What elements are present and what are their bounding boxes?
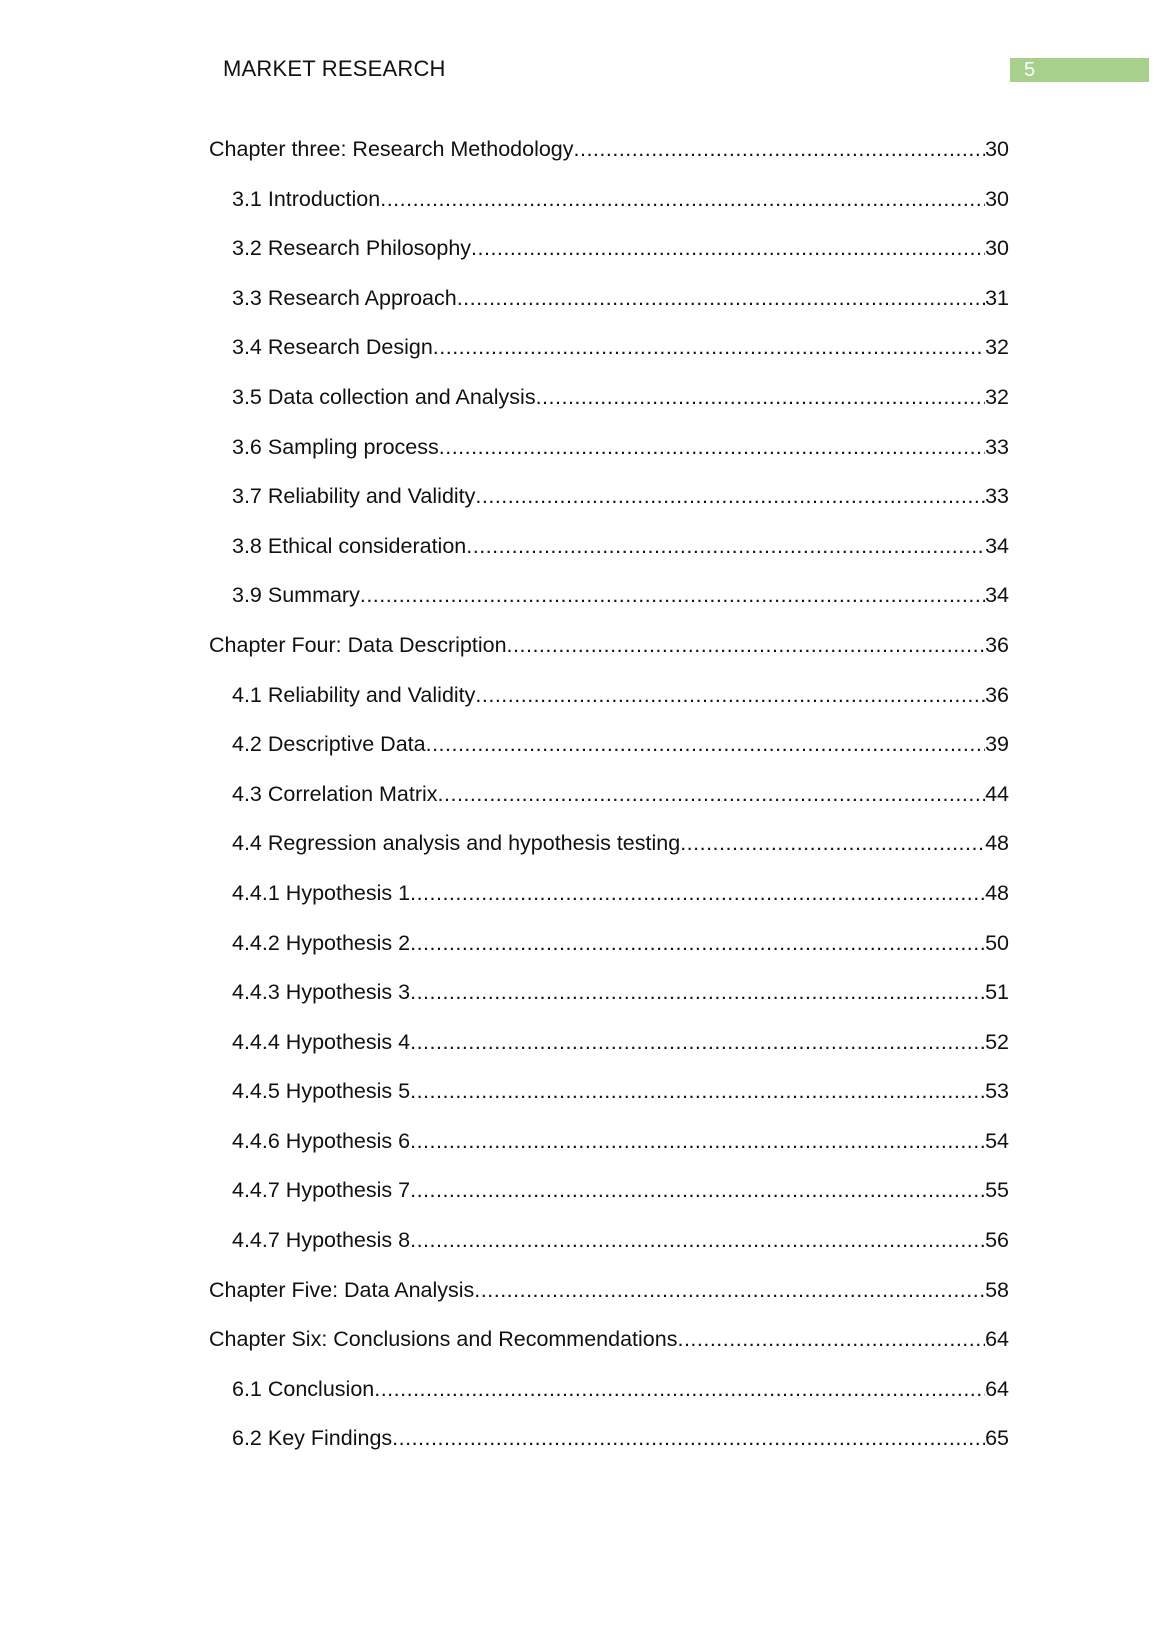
toc-dot-leader — [410, 1228, 985, 1253]
toc-entry-title: 6.2 Key Findings — [232, 1426, 393, 1451]
toc-entry-title: 4.4.6 Hypothesis 6 — [232, 1128, 411, 1153]
toc-entry-title: Chapter Six: Conclusions and Recommendations — [209, 1327, 678, 1352]
toc-section-entry[interactable] — [209, 187, 1009, 237]
toc-section-entry[interactable] — [209, 534, 1009, 584]
toc-dot-leader — [438, 782, 986, 807]
toc-section-entry[interactable] — [209, 881, 1009, 931]
toc-section-entry[interactable] — [209, 931, 1009, 981]
toc-entry-page-number: 48 — [985, 880, 1009, 905]
toc-entry-title: 3.1 Introduction — [232, 186, 381, 211]
toc-dot-leader — [680, 831, 985, 856]
toc-section-entry[interactable] — [209, 286, 1009, 336]
toc-section-entry[interactable] — [209, 1377, 1009, 1427]
toc-dot-leader — [380, 187, 985, 212]
toc-dot-leader — [466, 534, 985, 559]
toc-dot-leader — [475, 484, 985, 509]
toc-entry-title: 4.2 Descriptive Data — [232, 732, 426, 757]
toc-section-entry[interactable] — [209, 1030, 1009, 1080]
toc-section-entry[interactable] — [209, 1079, 1009, 1129]
toc-dot-leader — [410, 1030, 985, 1055]
toc-dot-leader — [410, 1129, 985, 1154]
toc-entry-title: 4.4.1 Hypothesis 1 — [232, 880, 411, 905]
toc-entry-page-number: 39 — [985, 732, 1009, 757]
toc-dot-leader — [471, 236, 985, 261]
toc-entry-title: 3.2 Research Philosophy — [232, 236, 472, 261]
toc-entry-page-number: 64 — [985, 1376, 1009, 1401]
toc-entry-title: Chapter three: Research Methodology — [209, 137, 574, 161]
toc-section-entry[interactable] — [209, 1178, 1009, 1228]
toc-section-entry[interactable] — [209, 683, 1009, 733]
toc-dot-leader — [410, 931, 985, 956]
toc-entry-page-number: 30 — [985, 137, 1009, 161]
toc-entry-title: 4.3 Correlation Matrix — [232, 781, 438, 806]
toc-entry-page-number: 50 — [985, 930, 1009, 955]
toc-dot-leader — [360, 583, 985, 608]
table-of-contents — [209, 137, 1009, 1476]
page-number: 5 — [1024, 59, 1036, 81]
toc-section-entry[interactable] — [209, 1129, 1009, 1179]
toc-section-entry[interactable] — [209, 385, 1009, 435]
toc-entry-title: 3.3 Research Approach — [232, 285, 457, 310]
toc-entry-title: 4.4 Regression analysis and hypothesis testing — [232, 831, 681, 856]
toc-entry-title: 6.1 Conclusion — [232, 1376, 375, 1401]
toc-entry-page-number: 31 — [985, 285, 1009, 310]
toc-entry-page-number: 53 — [985, 1079, 1009, 1104]
toc-entry-page-number: 48 — [985, 831, 1009, 856]
toc-entry-title: Chapter Four: Data Description — [209, 632, 507, 657]
toc-section-entry[interactable] — [209, 1426, 1009, 1476]
running-header-title: MARKET RESEARCH — [223, 56, 446, 81]
toc-dot-leader — [410, 881, 985, 906]
toc-entry-page-number: 34 — [985, 583, 1009, 608]
toc-entry-page-number: 56 — [985, 1228, 1009, 1253]
toc-dot-leader — [677, 1327, 985, 1352]
toc-entry-page-number: 52 — [985, 1029, 1009, 1054]
toc-entry-title: 4.4.7 Hypothesis 8 — [232, 1228, 411, 1253]
toc-section-entry[interactable] — [209, 335, 1009, 385]
toc-dot-leader — [374, 1377, 985, 1402]
toc-section-entry[interactable] — [209, 484, 1009, 534]
toc-entry-page-number: 65 — [985, 1426, 1009, 1451]
toc-entry-title: 4.4.5 Hypothesis 5 — [232, 1079, 411, 1104]
toc-entry-page-number: 32 — [985, 335, 1009, 360]
toc-dot-leader — [507, 633, 986, 658]
toc-section-entry[interactable] — [209, 1228, 1009, 1278]
toc-section-entry[interactable] — [209, 435, 1009, 485]
toc-entry-title: 3.7 Reliability and Validity — [232, 484, 476, 509]
toc-chapter-entry[interactable] — [209, 137, 1009, 187]
toc-dot-leader — [457, 286, 985, 311]
toc-entry-title: 3.8 Ethical consideration — [232, 533, 467, 558]
toc-chapter-entry[interactable] — [209, 1327, 1009, 1377]
toc-section-entry[interactable] — [209, 782, 1009, 832]
toc-section-entry[interactable] — [209, 831, 1009, 881]
toc-dot-leader — [439, 435, 985, 460]
toc-entry-title: 4.4.4 Hypothesis 4 — [232, 1029, 411, 1054]
toc-entry-page-number: 55 — [985, 1178, 1009, 1203]
toc-dot-leader — [410, 1079, 985, 1104]
toc-section-entry[interactable] — [209, 732, 1009, 782]
toc-entry-title: 3.5 Data collection and Analysis — [232, 384, 536, 409]
toc-chapter-entry[interactable] — [209, 633, 1009, 683]
toc-entry-title: 3.9 Summary — [232, 583, 360, 608]
toc-dot-leader — [410, 980, 985, 1005]
toc-entry-title: Chapter Five: Data Analysis — [209, 1277, 475, 1302]
toc-entry-page-number: 33 — [985, 484, 1009, 509]
toc-dot-leader — [433, 335, 985, 360]
toc-entry-page-number: 44 — [985, 781, 1009, 806]
toc-entry-page-number: 33 — [985, 434, 1009, 459]
toc-entry-page-number: 32 — [985, 384, 1009, 409]
toc-entry-page-number: 30 — [985, 236, 1009, 261]
toc-entry-page-number: 51 — [985, 980, 1009, 1005]
toc-entry-page-number: 58 — [985, 1277, 1009, 1302]
toc-dot-leader — [410, 1178, 985, 1203]
toc-entry-title: 4.4.3 Hypothesis 3 — [232, 980, 411, 1005]
toc-entry-page-number: 36 — [985, 682, 1009, 707]
toc-dot-leader — [536, 385, 986, 410]
toc-section-entry[interactable] — [209, 980, 1009, 1030]
toc-dot-leader — [475, 683, 985, 708]
toc-dot-leader — [574, 137, 986, 162]
toc-entry-page-number: 36 — [985, 632, 1009, 657]
toc-section-entry[interactable] — [209, 583, 1009, 633]
toc-entry-page-number: 34 — [985, 533, 1009, 558]
toc-chapter-entry[interactable] — [209, 1278, 1009, 1328]
page-number-badge — [1010, 58, 1149, 82]
toc-entry-page-number: 64 — [985, 1327, 1009, 1352]
toc-entry-page-number: 30 — [985, 186, 1009, 211]
toc-entry-title: 3.6 Sampling process — [232, 434, 439, 459]
toc-entry-title: 4.4.7 Hypothesis 7 — [232, 1178, 411, 1203]
toc-entry-title: 4.4.2 Hypothesis 2 — [232, 930, 411, 955]
toc-dot-leader — [474, 1278, 985, 1303]
toc-dot-leader — [392, 1426, 985, 1451]
toc-entry-page-number: 54 — [985, 1128, 1009, 1153]
toc-entry-title: 3.4 Research Design — [232, 335, 433, 360]
toc-section-entry[interactable] — [209, 236, 1009, 286]
toc-entry-title: 4.1 Reliability and Validity — [232, 682, 476, 707]
toc-dot-leader — [426, 732, 985, 757]
